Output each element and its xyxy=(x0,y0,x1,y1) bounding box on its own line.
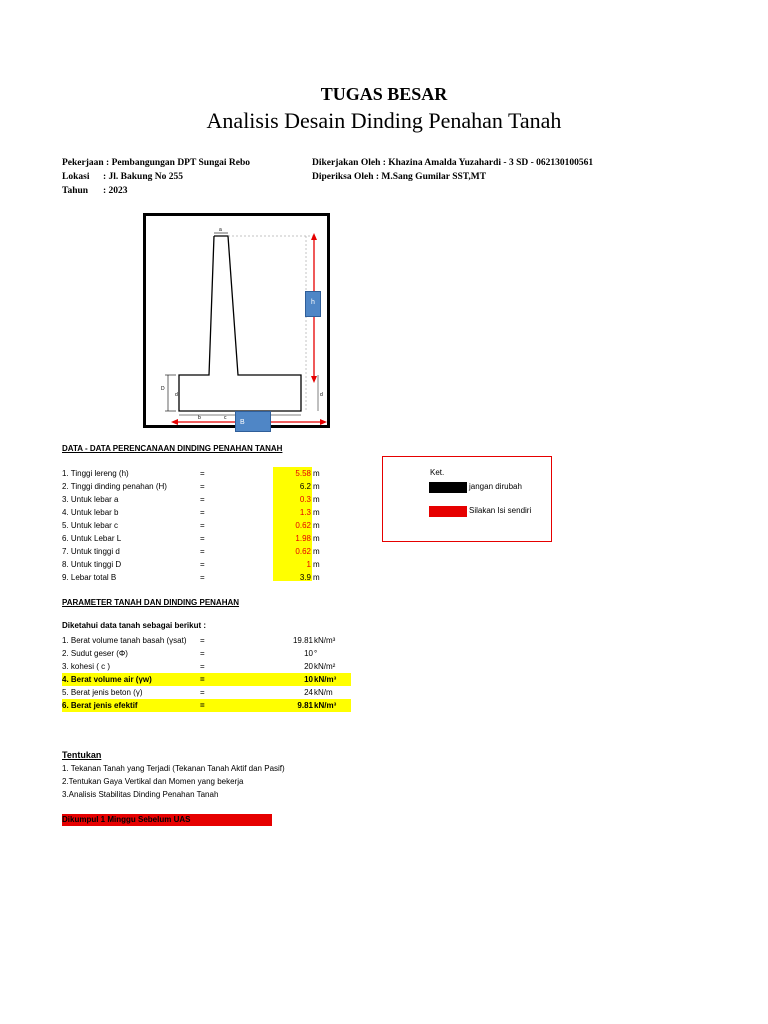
data-row-equals: = xyxy=(200,560,205,569)
data-row-unit: m xyxy=(313,521,320,530)
param-row-equals: = xyxy=(200,675,205,684)
data-section-title: DATA - DATA PERENCANAAN DINDING PENAHAN TANAH xyxy=(62,444,283,453)
data-row-equals: = xyxy=(200,495,205,504)
param-row-equals: = xyxy=(200,662,205,671)
legend-box xyxy=(382,456,552,542)
legend-red-swatch xyxy=(429,506,467,517)
data-row-value: 0.62 xyxy=(295,547,311,556)
data-row-label: 5. Untuk lebar c xyxy=(62,521,119,530)
legend-black-swatch xyxy=(429,482,467,493)
param-row-value: 10 xyxy=(304,675,313,684)
data-row-label: 1. Tinggi lereng (h) xyxy=(62,469,129,478)
document-title: TUGAS BESAR xyxy=(320,84,448,104)
data-row-unit: m xyxy=(313,508,320,517)
param-row-unit: kN/m³ xyxy=(314,701,337,710)
task-item-3: 3.Analisis Stabilitas Dinding Penahan Tanah xyxy=(62,790,219,799)
label-d-right: d xyxy=(320,392,323,398)
data-row xyxy=(62,493,332,506)
legend-black-label: jangan dirubah xyxy=(469,482,522,491)
document-subtitle: Analisis Desain Dinding Penahan Tanah xyxy=(206,108,562,133)
param-intro: Diketahui data tanah sebagai berikut : xyxy=(62,621,207,630)
data-row-unit: m xyxy=(313,534,320,543)
data-row-unit: m xyxy=(313,547,320,556)
tasks-title: Tentukan xyxy=(62,750,102,760)
data-row-label: 9. Lebar total B xyxy=(62,573,117,582)
param-row-unit: kN/m xyxy=(314,688,333,697)
label-b: b xyxy=(198,415,201,421)
legend-red-label: Silakan Isi sendiri xyxy=(469,506,532,515)
data-row xyxy=(62,467,332,480)
param-row xyxy=(62,699,351,712)
task-item-2: 2.Tentukan Gaya Vertikal dan Momen yang bekerja xyxy=(62,777,244,786)
data-row-unit: m xyxy=(313,482,320,491)
param-row-label: 2. Sudut geser (Φ) xyxy=(62,649,128,658)
project-diperiksa: Diperiksa Oleh : M.Sang Gumilar SST,MT xyxy=(312,172,487,182)
data-row-label: 8. Untuk tinggi D xyxy=(62,560,122,569)
data-row-label: 4. Untuk lebar b xyxy=(62,508,119,517)
label-B-box: B xyxy=(235,411,271,432)
data-row-unit: m xyxy=(313,469,320,478)
wall-outline xyxy=(179,236,301,411)
data-row-value: 0.62 xyxy=(295,521,311,530)
dim-h-arrow-top xyxy=(311,233,317,240)
data-row-equals: = xyxy=(200,469,205,478)
data-row-label: 7. Untuk tinggi d xyxy=(62,547,120,556)
data-row-equals: = xyxy=(200,521,205,530)
param-row-equals: = xyxy=(200,636,205,645)
data-row-value: 1.98 xyxy=(295,534,311,543)
data-row-equals: = xyxy=(200,482,205,491)
deadline-banner: Dikumpul 1 Minggu Sebelum UAS xyxy=(62,814,272,826)
project-lokasi-value: : Jl. Bakung No 255 xyxy=(103,172,183,182)
data-row-label: 2. Tinggi dinding penahan (H) xyxy=(62,482,167,491)
label-d-left: d xyxy=(175,392,178,398)
data-row-value: 0.3 xyxy=(299,495,311,504)
param-row-label: 4. Berat volume air (γw) xyxy=(62,675,152,684)
retaining-wall-drawing xyxy=(143,213,330,428)
param-row xyxy=(62,686,351,699)
param-row xyxy=(62,673,351,686)
data-row-unit: m xyxy=(313,560,320,569)
param-row-value: 20 xyxy=(304,662,313,671)
param-row-equals: = xyxy=(200,649,205,658)
dim-h-arrow-bottom xyxy=(311,376,317,383)
param-row-label: 6. Berat jenis efektif xyxy=(62,701,138,710)
data-row xyxy=(62,519,332,532)
data-row-equals: = xyxy=(200,508,205,517)
param-row-value: 24 xyxy=(304,688,313,697)
data-row-equals: = xyxy=(200,534,205,543)
param-section-title: PARAMETER TANAH DAN DINDING PENAHAN xyxy=(62,598,240,607)
data-row xyxy=(62,506,332,519)
project-dikerjakan: Dikerjakan Oleh : Khazina Amalda Yuzahardi - 3 SD - 062130100561 xyxy=(312,158,594,168)
data-row-unit: m xyxy=(313,495,320,504)
data-row-label: 3. Untuk lebar a xyxy=(62,495,119,504)
param-row-label: 3. kohesi ( c ) xyxy=(62,662,111,671)
label-h-box: h xyxy=(305,291,321,317)
retaining-wall-svg xyxy=(146,216,327,425)
data-row-value: 6.2 xyxy=(299,482,311,491)
label-a: a xyxy=(219,227,222,233)
data-row-value: 1.3 xyxy=(299,508,311,517)
project-tahun-label: Tahun xyxy=(62,186,89,196)
label-D: D xyxy=(161,386,165,392)
param-row-equals: = xyxy=(200,688,205,697)
data-row-label: 6. Untuk Lebar L xyxy=(62,534,122,543)
param-row-label: 1. Berat volume tanah basah (γsat) xyxy=(62,636,187,645)
label-c: c xyxy=(224,415,227,421)
project-tahun-value: : 2023 xyxy=(103,186,128,196)
param-row xyxy=(62,647,351,660)
param-row-equals: = xyxy=(200,701,205,710)
data-row-equals: = xyxy=(200,547,205,556)
legend-title: Ket. xyxy=(430,468,445,477)
data-row xyxy=(62,480,332,493)
data-row xyxy=(62,558,332,571)
param-row-value: 10 xyxy=(304,649,313,658)
param-row-unit: kN/m³ xyxy=(314,675,337,684)
data-row xyxy=(62,545,332,558)
param-row-unit: kN/m³ xyxy=(314,636,336,645)
project-pekerjaan: Pekerjaan : Pembangungan DPT Sungai Rebo xyxy=(62,158,251,168)
data-row xyxy=(62,532,332,545)
task-item-1: 1. Tekanan Tanah yang Terjadi (Tekanan Tanah Aktif dan Pasif) xyxy=(62,764,285,773)
param-row-value: 9.81 xyxy=(297,701,313,710)
data-row-unit: m xyxy=(313,573,320,582)
param-row-unit: kN/m² xyxy=(314,662,336,671)
data-row-value: 3.9 xyxy=(299,573,311,582)
data-row xyxy=(62,571,332,584)
data-row-equals: = xyxy=(200,573,205,582)
param-row-value: 19.81 xyxy=(292,636,313,645)
data-row-value: 1 xyxy=(306,560,311,569)
param-row xyxy=(62,634,351,647)
project-lokasi-label: Lokasi xyxy=(62,172,90,182)
data-row-value: 5.58 xyxy=(295,469,311,478)
param-row-unit: ° xyxy=(314,649,318,658)
param-row xyxy=(62,660,351,673)
param-row-label: 5. Berat jenis beton (γ) xyxy=(62,688,143,697)
